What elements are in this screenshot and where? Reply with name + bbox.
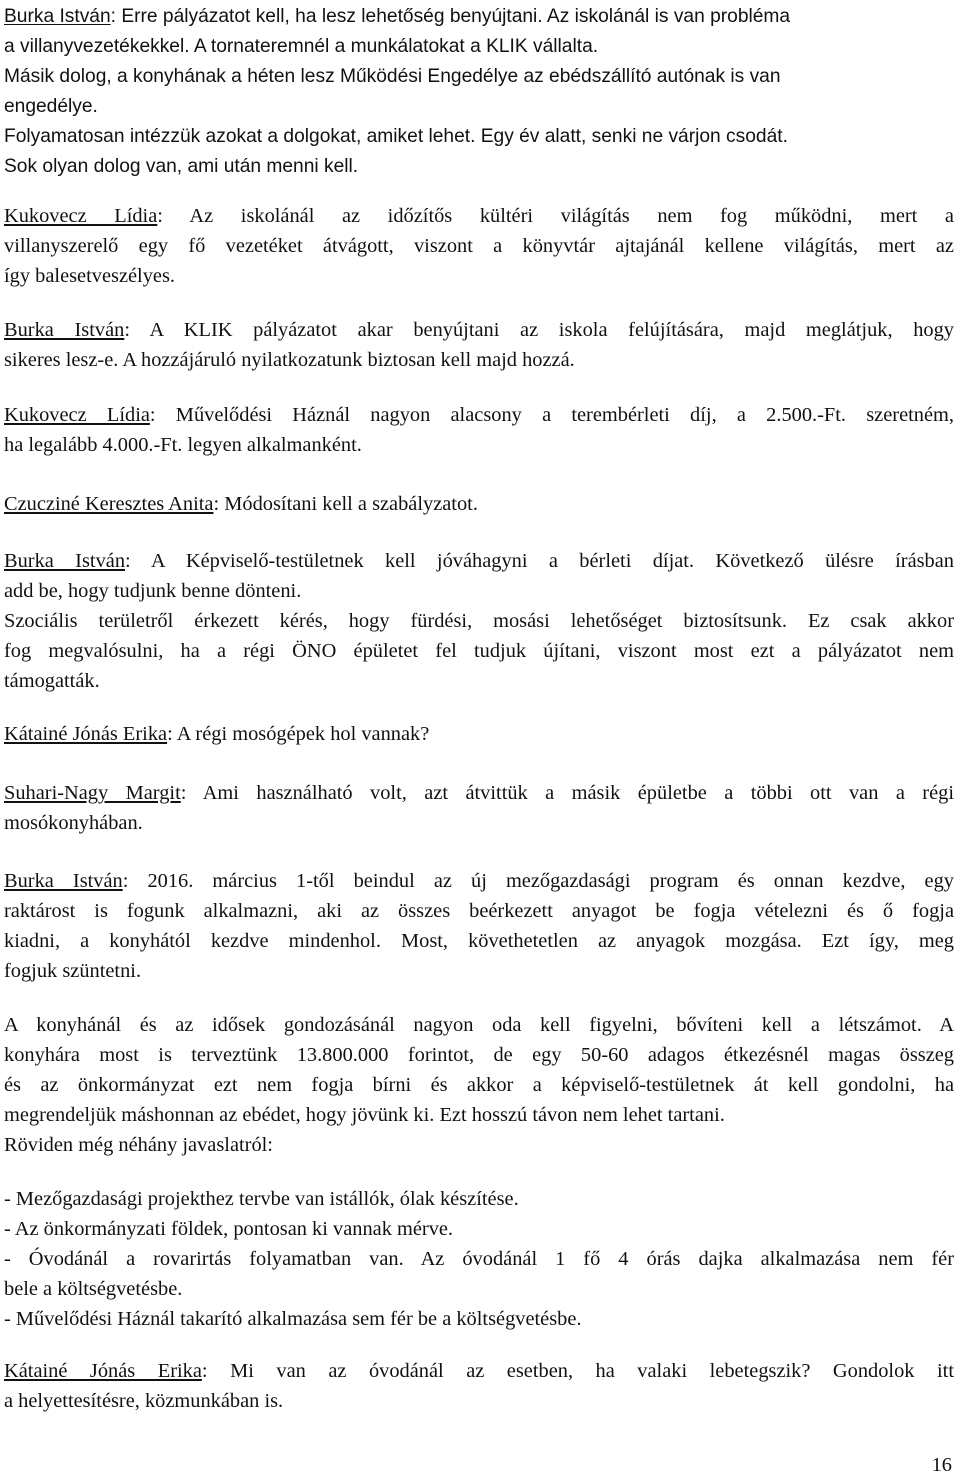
line-text: így balesetveszélyes.	[4, 265, 175, 287]
text-line	[4, 926, 954, 956]
speaker-separator: :	[122, 870, 129, 892]
text-line	[4, 1040, 954, 1070]
line-text: fog megvalósulni, ha a régi ÖNO épületet fel tudjuk újítani, viszont most ezt a pályázatot nem	[4, 640, 954, 662]
speaker-separator: :	[110, 6, 116, 27]
paragraph-burka-3	[4, 546, 954, 696]
text-line	[4, 152, 954, 182]
text-line	[4, 1100, 954, 1130]
text-line	[4, 400, 954, 430]
paragraph-czucziné	[4, 489, 954, 519]
line-text: - Mezőgazdasági projekthez tervbe van istállók, ólak készítése.	[4, 1188, 519, 1210]
bullet-list	[4, 1184, 954, 1334]
speaker-separator: :	[201, 1360, 208, 1382]
line-text: A konyhánál és az idősek gondozásánál nagyon oda kell figyelni, bővíteni kell a létszámot. A	[4, 1014, 954, 1036]
text-line	[4, 315, 954, 345]
text-line	[4, 1244, 954, 1274]
speaker-separator: :	[124, 319, 130, 341]
text-line	[4, 1070, 954, 1100]
line-text: Mi van az óvodánál az esetben, ha valaki lebetegszik? Gondolok itt	[207, 1360, 954, 1382]
line-text: bele a költségvetésbe.	[4, 1278, 183, 1300]
paragraph-katainé-1	[4, 719, 954, 749]
speaker-name: Kátainé Jónás Erika	[4, 1360, 202, 1382]
text-line	[4, 956, 954, 986]
line-text: Ami használható volt, azt átvittük a másik épületbe a többi ott van a régi	[186, 782, 955, 804]
line-text: Szociális területről érkezett kérés, hogy fürdési, mosási lehetőséget biztosítsunk. Ez csak akkor	[4, 610, 954, 632]
text-line	[4, 1184, 954, 1214]
text-line	[4, 636, 954, 666]
line-text: - Az önkormányzati földek, pontosan ki vannak mérve.	[4, 1218, 454, 1240]
page-number: 16	[931, 1454, 952, 1476]
text-line	[4, 261, 954, 291]
line-text: Röviden még néhány javaslatról:	[4, 1134, 273, 1156]
line-text: fogjuk szüntetni.	[4, 960, 142, 982]
line-text: A Képviselő-testületnek kell jóváhagyni a bérleti díjat. Következő ülésre írásban	[130, 550, 954, 572]
paragraph-burka-4	[4, 866, 954, 986]
line-text: - Művelődési Háznál takarító alkalmazása sem fér be a költségvetésbe.	[4, 1308, 582, 1330]
text-line	[4, 92, 954, 122]
text-line	[4, 2, 954, 32]
text-line	[4, 1356, 954, 1386]
line-text: Másik dolog, a konyhának a héten lesz Működési Engedélye az ebédszállító autónak is van	[4, 66, 781, 87]
speaker-name: Suhari-Nagy Margit	[4, 782, 181, 804]
paragraph-kukovecz-1	[4, 201, 954, 291]
line-text: villanyszerelő egy fő vezetéket átvágott, viszont a könyvtár ajtajánál kellene világítás, mert az	[4, 235, 954, 257]
speaker-separator: :	[180, 782, 187, 804]
speaker-name: Kátainé Jónás Erika	[4, 723, 168, 745]
text-line	[4, 778, 954, 808]
line-text: ha legalább 4.000.-Ft. legyen alkalmanként.	[4, 434, 362, 456]
line-text: mosókonyhában.	[4, 812, 143, 834]
line-text: a helyettesítésre, közmunkában is.	[4, 1390, 284, 1412]
speaker-separator: :	[125, 550, 131, 572]
speaker-name: Kukovecz Lídia	[4, 404, 150, 426]
text-line	[4, 576, 954, 606]
line-text: A régi mosógépek hol vannak?	[172, 723, 430, 745]
text-line	[4, 489, 954, 519]
text-line	[4, 896, 954, 926]
speaker-separator: :	[157, 205, 163, 227]
speaker-name: Czucziné Keresztes Anita	[4, 493, 214, 515]
line-text: támogatták.	[4, 670, 100, 692]
line-text: a villanyvezetékekkel. A tornateremnél a munkálatokat a KLIK vállalta.	[4, 36, 599, 57]
speaker-name: Burka István	[4, 319, 125, 341]
line-text: Folyamatosan intézzük azokat a dolgokat, amiket lehet. Egy év alatt, senki ne várjon csodát.	[4, 126, 788, 147]
line-text: raktárost is fogunk alkalmazni, aki az összes beérkezett anyagot be fogja vételezni és ő fogja	[4, 900, 954, 922]
paragraph-konyha	[4, 1010, 954, 1160]
text-line	[4, 719, 954, 749]
paragraph-suhari-nagy	[4, 778, 954, 838]
speaker-name: Burka István	[4, 870, 123, 892]
line-text: megrendeljük máshonnan az ebédet, hogy jövünk ki. Ezt hosszú távon nem lehet tartani.	[4, 1104, 725, 1126]
paragraph-burka-2	[4, 315, 954, 375]
text-line	[4, 1010, 954, 1040]
line-text: Erre pályázatot kell, ha lesz lehetőség benyújtani. Az iskolánál is van probléma	[116, 6, 791, 27]
line-text: Sok olyan dolog van, ami után menni kell.	[4, 156, 359, 177]
text-line	[4, 231, 954, 261]
text-line	[4, 1304, 954, 1334]
text-line	[4, 808, 954, 838]
line-text: A KLIK pályázatot akar benyújtani az iskola felújítására, majd meglátjuk, hogy	[130, 319, 955, 341]
line-text: és az önkormányzat ezt nem fogja bírni és akkor a képviselő-testületnek át kell gondolni, ha	[4, 1074, 954, 1096]
text-line	[4, 1130, 954, 1160]
line-text: - Óvodánál a rovarirtás folyamatban van. Az óvodánál 1 fő 4 órás dajka alkalmazása nem fér	[4, 1248, 954, 1270]
line-text: 2016. március 1-től beindul az új mezőgazdasági program és onnan kezdve, egy	[128, 870, 954, 892]
line-text: Művelődési Háznál nagyon alacsony a terembérleti díj, a 2.500.-Ft. szeretném,	[155, 404, 954, 426]
text-line	[4, 430, 954, 460]
line-text: konyhára most is terveztünk 13.800.000 forintot, de egy 50-60 adagos étkezésnél magas összeg	[4, 1044, 954, 1066]
line-text: Az iskolánál az időzítős kültéri világítás nem fog működni, mert a	[162, 205, 954, 227]
text-line	[4, 122, 954, 152]
line-text: add be, hogy tudjunk benne dönteni.	[4, 580, 302, 602]
text-line	[4, 201, 954, 231]
line-text: sikeres lesz-e. A hozzájáruló nyilatkozatunk biztosan kell majd hozzá.	[4, 349, 575, 371]
line-text: kiadni, a konyhától kezdve mindenhol. Most, követhetetlen az anyagok mozgása. Ezt így, meg	[4, 930, 954, 952]
text-line	[4, 606, 954, 636]
speaker-name: Kukovecz Lídia	[4, 205, 158, 227]
paragraph-kukovecz-2	[4, 400, 954, 460]
paragraph-burka-1	[4, 2, 954, 182]
speaker-name: Burka István	[4, 550, 126, 572]
text-line	[4, 546, 954, 576]
text-line	[4, 1214, 954, 1244]
text-line	[4, 32, 954, 62]
speaker-separator: :	[149, 404, 156, 426]
line-text: Módosítani kell a szabályzatot.	[219, 493, 478, 515]
paragraph-katainé-2	[4, 1356, 954, 1416]
speaker-name: Burka István	[4, 6, 111, 27]
speaker-separator: :	[167, 723, 173, 745]
text-line	[4, 866, 954, 896]
text-line	[4, 62, 954, 92]
speaker-separator: :	[213, 493, 220, 515]
text-line	[4, 345, 954, 375]
text-line	[4, 666, 954, 696]
line-text: engedélye.	[4, 96, 98, 117]
text-line	[4, 1386, 954, 1416]
text-line	[4, 1274, 954, 1304]
